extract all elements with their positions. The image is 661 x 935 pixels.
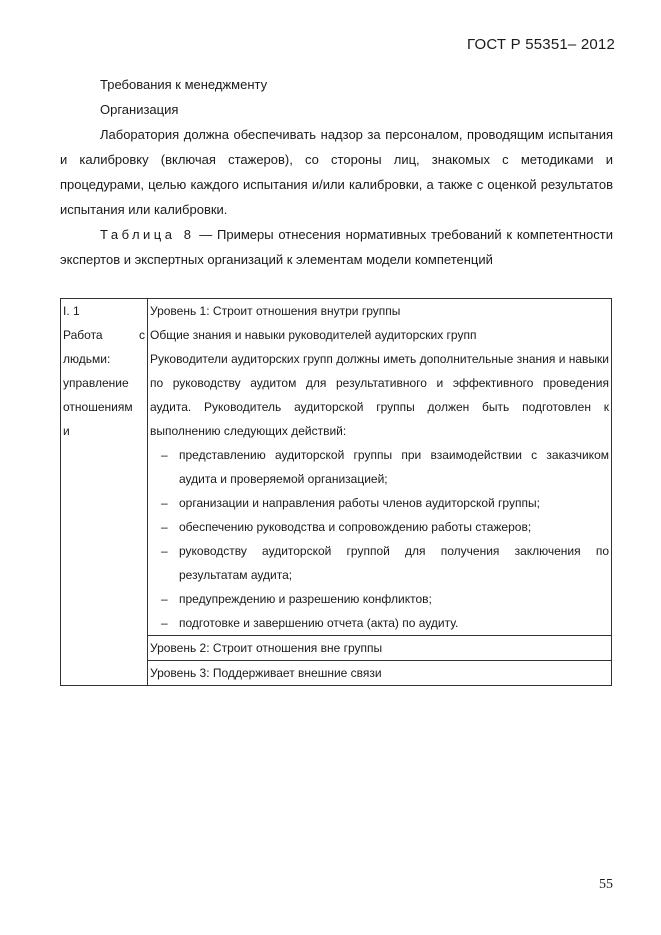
table-caption-label: Таблица 8	[100, 227, 195, 242]
competence-code: I. 1	[63, 304, 80, 318]
general-knowledge: Общие знания и навыки руководителей аудиторских групп	[150, 328, 477, 342]
actions-list	[150, 443, 609, 635]
competence-name-line: и	[63, 424, 70, 438]
table-caption	[60, 222, 613, 272]
list-item: – организации и направления работы членов аудиторской группы;	[150, 491, 609, 515]
level1-title: Уровень 1: Строит отношения внутри группы	[150, 304, 401, 318]
list-item: – обеспечению руководства и сопровождению работы стажеров;	[150, 515, 609, 539]
list-item: – подготовке и завершению отчета (акта) по аудиту.	[150, 611, 609, 635]
subsection-heading: Организация	[100, 102, 179, 117]
level1-cell	[148, 299, 612, 636]
list-item: – руководству аудиторской группой для получения заключения по результатам аудита;	[150, 539, 609, 587]
competence-element-cell	[61, 299, 148, 686]
list-item: – представлению аудиторской группы при взаимодействии с заказчиком аудита и проверяемой организацией;	[150, 443, 609, 491]
competence-name-line: Работа с	[63, 328, 145, 342]
level3-cell: Уровень 3: Поддерживает внешние связи	[148, 661, 612, 686]
table-caption-text: — Примеры отнесения нормативных требований к компетентности экспертов и экспертных организаций к элементам модели компетенций	[60, 227, 613, 267]
document-code: ГОСТ Р 55351– 2012	[467, 36, 615, 53]
section-heading: Требования к менеджменту	[100, 77, 268, 92]
competence-name-line: управление	[63, 376, 129, 390]
competence-table	[60, 298, 612, 686]
competence-name-line: людьми:	[63, 352, 111, 366]
list-item: – предупреждению и разрешению конфликтов;	[150, 587, 609, 611]
main-text	[60, 72, 613, 272]
body-paragraph: Лаборатория должна обеспечивать надзор за персоналом, проводящим испытания и калибровку (включая стажеров), со стороны лиц, знакомых с методиками и процедурами, целью каждого испытания и/или калибровки, а также с оценкой результатов испытания или калибровки.	[60, 127, 613, 217]
requirements-description: Руководители аудиторских групп должны иметь дополнительные знания и навыки по руководству аудитом для результативного и эффективного проведения аудита. Руководитель аудиторской группы должен быть подготовлен к выполнению следующих действий:	[150, 352, 609, 438]
competence-name-line: отношениям	[63, 400, 133, 414]
level2-cell: Уровень 2: Строит отношения вне группы	[148, 636, 612, 661]
table-row	[61, 299, 612, 636]
page-number: 55	[599, 877, 613, 892]
